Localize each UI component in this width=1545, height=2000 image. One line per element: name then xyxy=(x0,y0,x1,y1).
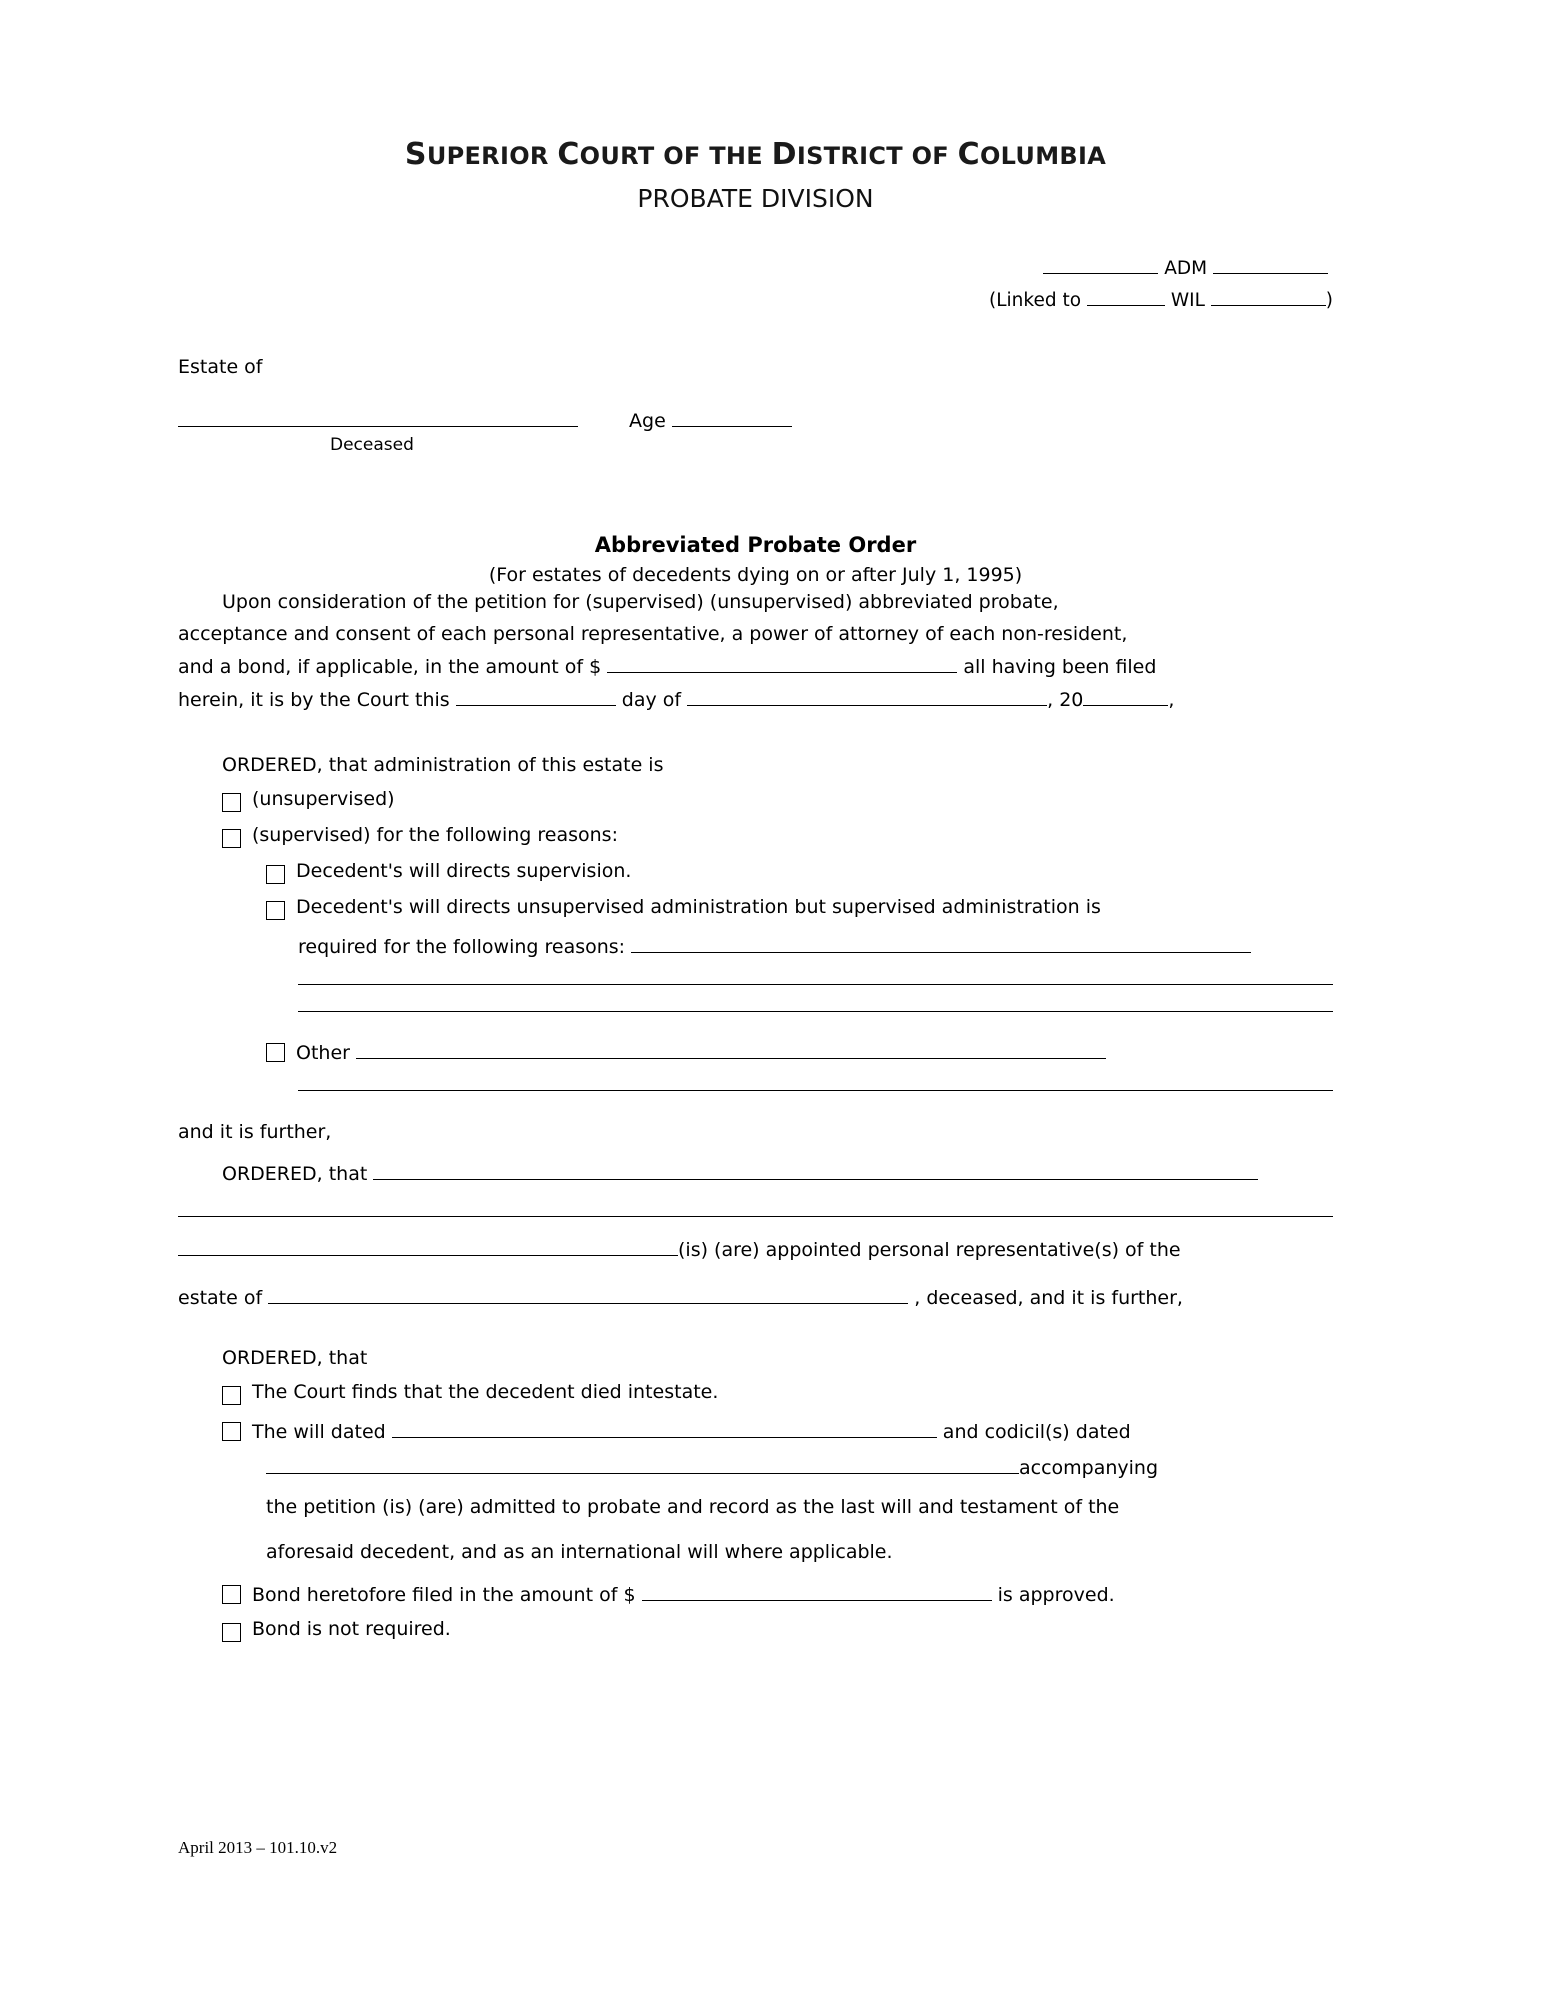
bond-filed-post-text: is approved. xyxy=(997,1584,1115,1607)
adm-label: ADM xyxy=(1164,258,1208,279)
wil-label: WIL xyxy=(1170,290,1205,312)
intro-text-c-post: all having been filed xyxy=(963,656,1157,679)
ordered-that-label-2: ORDERED, that xyxy=(222,1163,368,1186)
intro-text-d-pre: herein, it is by the Court this xyxy=(178,688,450,711)
and-it-is-further-1: and it is further, xyxy=(178,1121,332,1144)
checkbox-unsupervised-icon[interactable] xyxy=(222,793,241,812)
checkbox-row-supervised[interactable] xyxy=(222,824,1333,848)
decedent-name-field[interactable] xyxy=(178,406,578,427)
estate-of-label: Estate of xyxy=(178,355,263,378)
appointed-row xyxy=(178,1235,1333,1261)
bond-amount-field[interactable] xyxy=(607,652,957,673)
checkbox-other-icon[interactable] xyxy=(266,1043,285,1062)
checkbox-supervised-label: (supervised) for the following reasons: xyxy=(252,824,618,847)
checkbox-row-intestate[interactable] xyxy=(222,1381,1333,1405)
estate-of-name-field[interactable] xyxy=(268,1283,908,1304)
intro-paragraph-line4 xyxy=(178,684,1333,717)
age-label: Age xyxy=(629,409,666,432)
bond-filed-amount-field[interactable] xyxy=(642,1580,992,1601)
court-title-s2: UPERIOR xyxy=(426,142,558,170)
checkbox-row-bond-filed[interactable] xyxy=(222,1580,1333,1606)
checkbox-row-other[interactable] xyxy=(266,1038,1333,1064)
wil-prefix-field[interactable] xyxy=(1087,286,1165,306)
footer-revision: April 2013 – 101.10.v2 xyxy=(178,1838,338,1857)
division-subtitle: PROBATE DIVISION xyxy=(637,184,874,213)
estate-of-post-label: , deceased, and it is further, xyxy=(914,1287,1183,1310)
document-body xyxy=(178,0,1333,1642)
required-reasons-field-2[interactable] xyxy=(298,983,1333,985)
court-title-s1: S xyxy=(404,137,427,172)
ordered-that-row-2 xyxy=(222,1159,1333,1185)
intro-paragraph-line3 xyxy=(178,651,1333,684)
intro-text-a: Upon consideration of the petition for (supervised) (unsupervised) abbreviated probate, xyxy=(222,590,1059,613)
checkbox-row-will-dated[interactable] xyxy=(222,1417,1333,1443)
checkbox-other-label xyxy=(296,1038,1333,1064)
required-reasons-field-3[interactable] xyxy=(298,1010,1333,1012)
bond-filed-pre-text: Bond heretofore filed in the amount of $ xyxy=(252,1584,636,1607)
intro-paragraph-line2 xyxy=(178,618,1333,651)
court-title-s4: OURT OF THE xyxy=(579,142,772,170)
page-title xyxy=(178,137,1333,172)
document-title: Abbreviated Probate Order xyxy=(594,532,917,557)
case-number-block xyxy=(178,253,1333,318)
required-reasons-field-1[interactable] xyxy=(631,932,1251,953)
order-day-field[interactable] xyxy=(456,685,616,706)
intro-text-d-post: , 20 xyxy=(1047,688,1084,711)
checkbox-row-bond-not-required[interactable] xyxy=(222,1618,1333,1642)
court-title-s8: OLUMBIA xyxy=(979,142,1107,170)
checkbox-row-unsupervised[interactable] xyxy=(222,788,1333,812)
intro-paragraph-line1 xyxy=(178,586,1333,619)
checkbox-unsupervised-label: (unsupervised) xyxy=(252,788,395,811)
adm-prefix-field[interactable] xyxy=(1043,254,1158,274)
will-date-field[interactable] xyxy=(392,1417,937,1438)
checkbox-row-will-directs-unsupervised[interactable] xyxy=(266,896,1333,920)
petition-text-line2: aforesaid decedent, and as an international will where applicable. xyxy=(266,1540,893,1563)
ordered-that-lead-3: ORDERED, that xyxy=(222,1347,368,1370)
ordered-that-field-1[interactable] xyxy=(373,1159,1258,1180)
wil-number-field[interactable] xyxy=(1211,286,1326,306)
ordered-administration-lead: ORDERED, that administration of this estate is xyxy=(222,754,664,777)
checkbox-will-directs-supervision-icon[interactable] xyxy=(266,865,285,884)
required-reasons-field-3-wrap xyxy=(298,1010,1333,1012)
close-paren: ) xyxy=(1325,290,1333,312)
checkbox-will-directs-unsupervised-label: Decedent's will directs unsupervised administration but supervised administration is xyxy=(296,896,1101,919)
intro-text-d-end: , xyxy=(1168,688,1175,711)
required-reasons-label: required for the following reasons: xyxy=(298,936,626,959)
checkbox-will-dated-label xyxy=(252,1417,1333,1443)
required-reasons-field-2-wrap xyxy=(298,983,1333,985)
checkbox-will-directs-unsupervised-icon[interactable] xyxy=(266,901,285,920)
other-field-2-wrap xyxy=(298,1089,1333,1091)
court-title-s7: C xyxy=(957,137,980,172)
checkbox-bond-filed-label xyxy=(252,1580,1333,1606)
linked-to-label: (Linked to xyxy=(989,290,1082,312)
age-field[interactable] xyxy=(672,406,792,427)
will-dated-pre-text: The will dated xyxy=(252,1421,386,1444)
checkbox-bond-not-required-icon[interactable] xyxy=(222,1623,241,1642)
intro-text-c-pre: and a bond, if applicable, in the amount of $ xyxy=(178,656,602,679)
intro-text-b: acceptance and consent of each personal representative, a power of attorney of each non-resident, xyxy=(178,623,1128,646)
codicil-date-row xyxy=(266,1453,1333,1479)
order-year-field[interactable] xyxy=(1083,685,1168,706)
checkbox-bond-not-required-label: Bond is not required. xyxy=(252,1618,451,1641)
adm-number-field[interactable] xyxy=(1213,254,1328,274)
appointed-name-field[interactable] xyxy=(178,1235,678,1256)
required-reasons-row xyxy=(298,932,1333,958)
checkbox-supervised-icon[interactable] xyxy=(222,829,241,848)
checkbox-will-directs-supervision-label: Decedent's will directs supervision. xyxy=(296,860,632,883)
order-month-field[interactable] xyxy=(687,685,1047,706)
appointed-text: (is) (are) appointed personal representative(s) of the xyxy=(678,1239,1181,1262)
checkbox-bond-filed-icon[interactable] xyxy=(222,1585,241,1604)
will-dated-post-text: and codicil(s) dated xyxy=(942,1421,1131,1444)
checkbox-will-dated-icon[interactable] xyxy=(222,1422,241,1441)
estate-of-decedent-row xyxy=(178,1283,1333,1309)
estate-of-pre-label: estate of xyxy=(178,1287,263,1310)
court-title-s6: ISTRICT OF xyxy=(796,142,958,170)
court-title-s5: D xyxy=(771,137,797,172)
case-wil-row xyxy=(178,285,1333,317)
other-label-text: Other xyxy=(296,1042,350,1065)
codicil-date-field[interactable] xyxy=(266,1453,1019,1474)
intro-text-d-mid: day of xyxy=(621,688,682,711)
court-title-s3: C xyxy=(557,137,580,172)
checkbox-intestate-icon[interactable] xyxy=(222,1386,241,1405)
other-field-2[interactable] xyxy=(298,1089,1333,1091)
decedent-name-row xyxy=(178,406,1333,432)
case-adm-row xyxy=(178,253,1333,285)
ordered-that-field-2[interactable] xyxy=(178,1215,1333,1217)
deceased-caption: Deceased xyxy=(330,434,414,455)
checkbox-intestate-label: The Court finds that the decedent died intestate. xyxy=(252,1381,719,1404)
other-field-1[interactable] xyxy=(356,1038,1106,1059)
document-subtitle: (For estates of decedents dying on or after July 1, 1995) xyxy=(488,563,1023,586)
petition-text-line1: the petition (is) (are) admitted to probate and record as the last will and testament of the xyxy=(266,1496,1120,1518)
accompanying-text: accompanying xyxy=(1019,1457,1159,1479)
checkbox-row-will-directs-supervision[interactable] xyxy=(266,860,1333,884)
